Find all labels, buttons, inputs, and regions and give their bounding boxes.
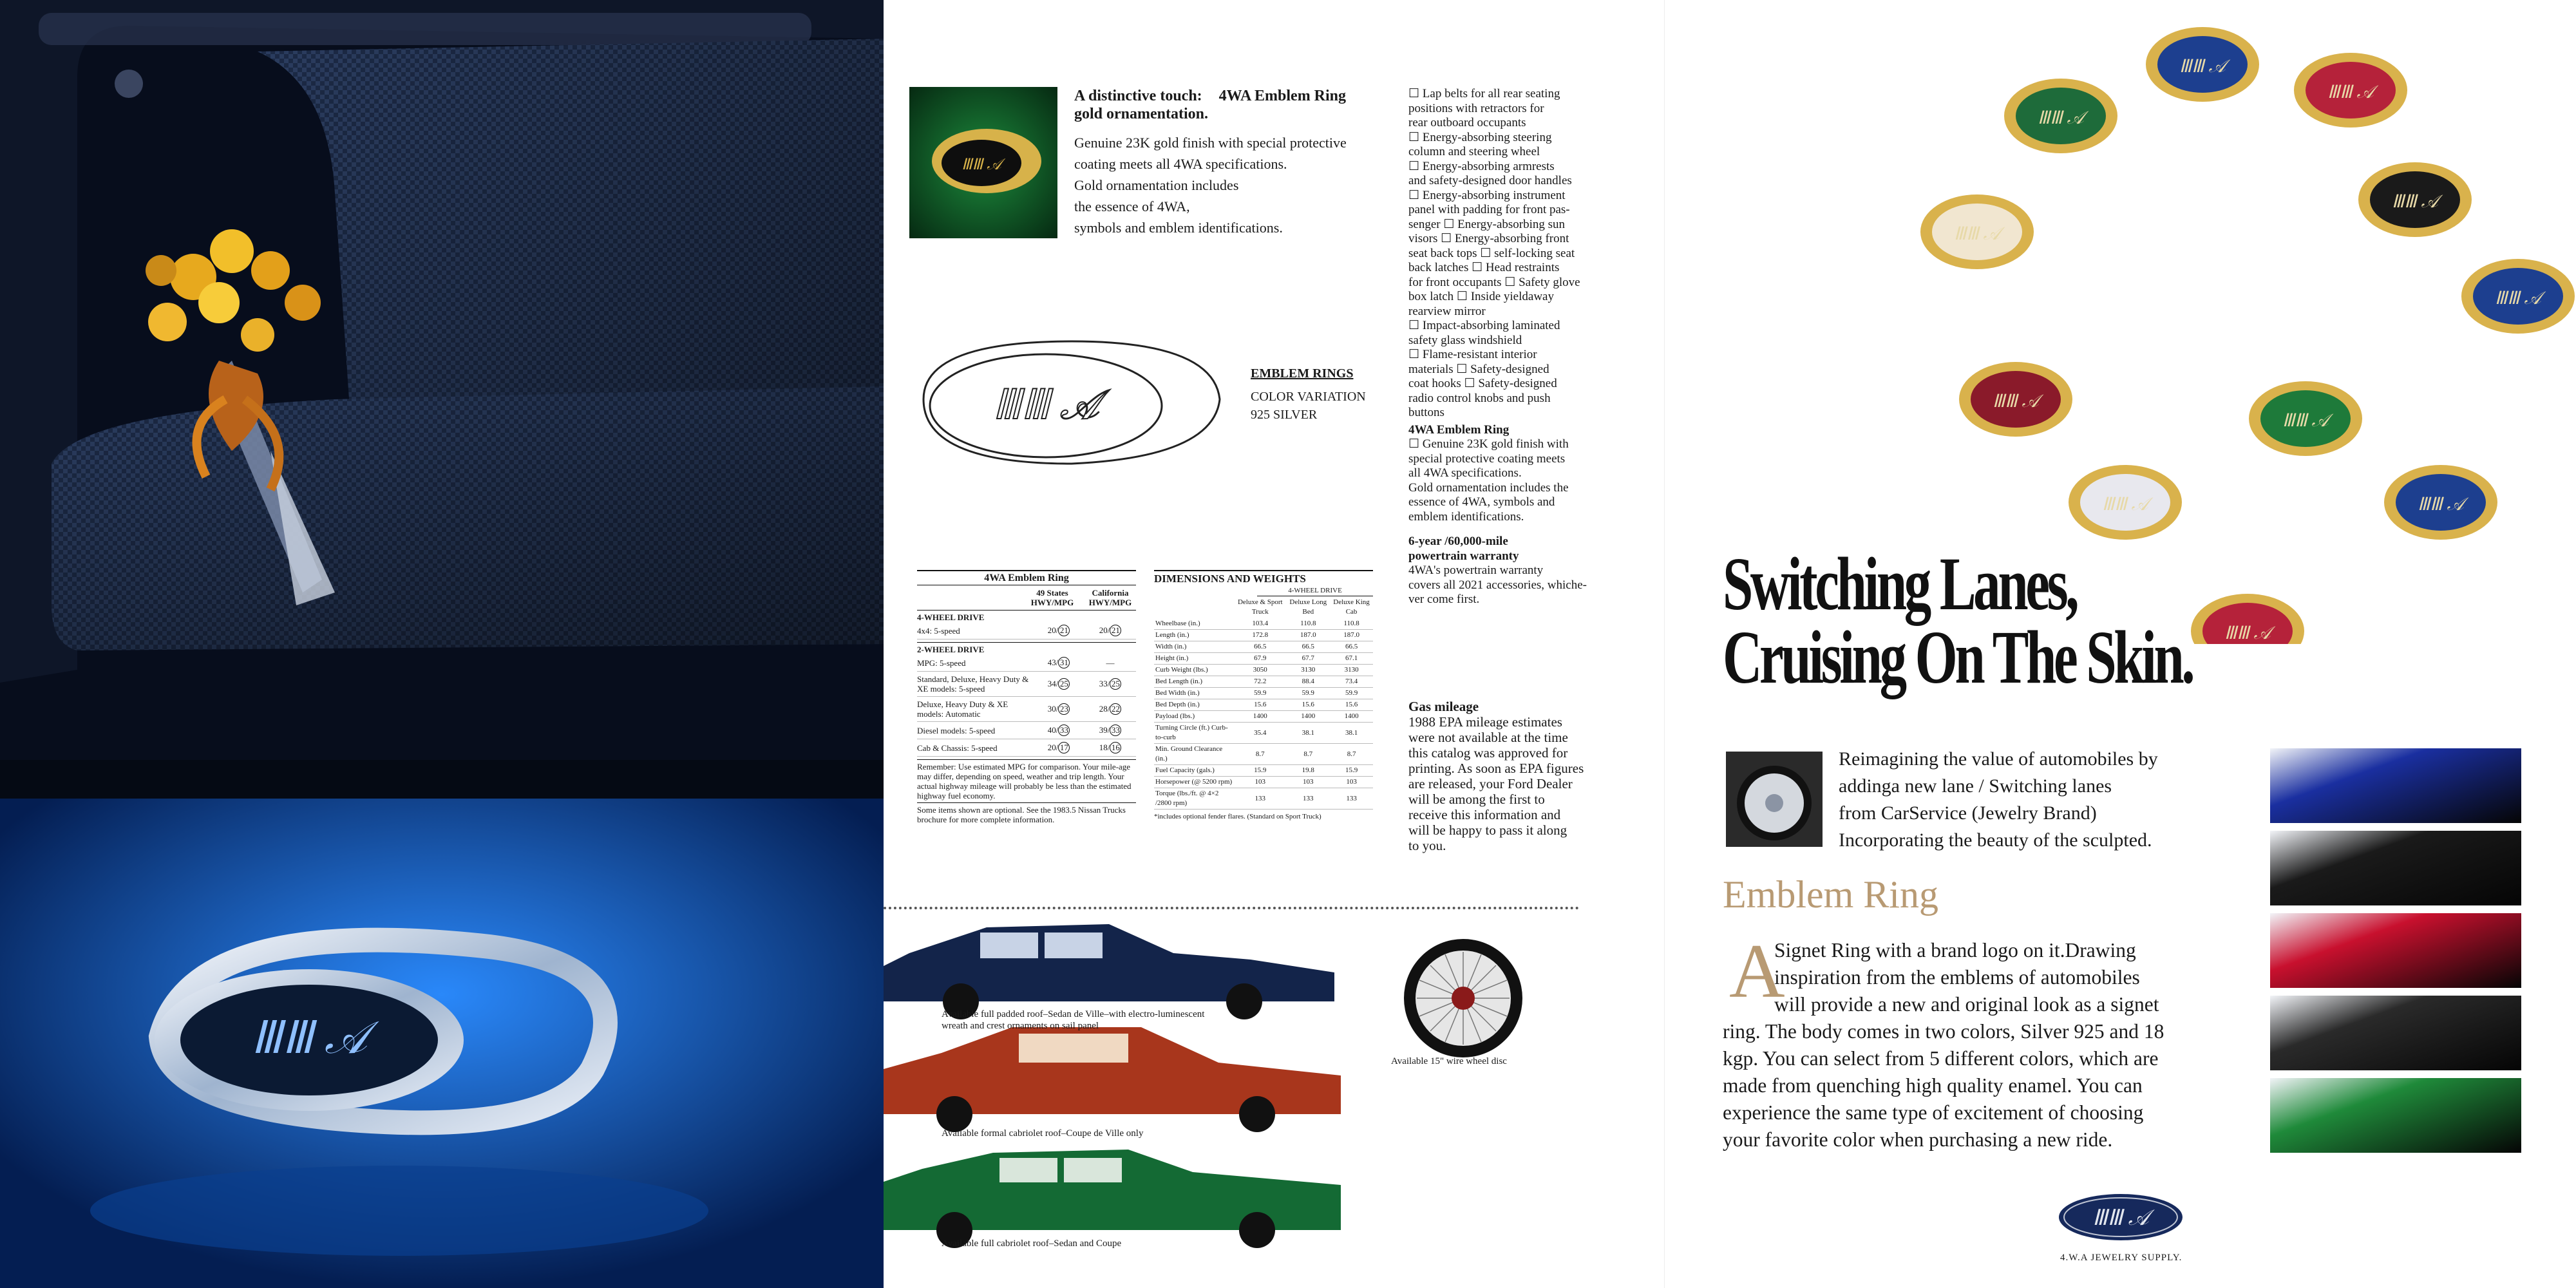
mpg-table: [917, 570, 1136, 824]
dimension-cell: Payload (lbs.): [1155, 712, 1195, 720]
brand-logo: [2056, 1191, 2185, 1243]
text-line: senger ☐ Energy-absorbing sun: [1408, 217, 1566, 231]
text-line: printing. As soon as EPA figures: [1408, 761, 1584, 776]
dimension-cell: Torque (lbs./ft. @ 4×2 /2800 rpm): [1155, 790, 1219, 807]
dimension-cell: 72.2: [1254, 677, 1267, 685]
blue-ring-photo: [0, 799, 884, 1288]
text-line: back latches ☐ Head restraints: [1408, 261, 1560, 274]
dimension-cell: 19.8: [1302, 766, 1314, 774]
svg-text:ⅢⅢ 𝒜: ⅢⅢ 𝒜: [2282, 411, 2329, 431]
emblem-ring: [2461, 259, 2575, 334]
section-title: Emblem Ring: [1723, 873, 1938, 916]
safety-column: [1408, 87, 1615, 607]
mpg-section: 2-WHEEL DRIVE: [917, 642, 1136, 654]
dimensions-title: DIMENSIONS AND WEIGHTS: [1154, 570, 1373, 586]
dimension-cell: Wheelbase (in.): [1155, 620, 1200, 627]
mpg-circled-value: 25: [1110, 678, 1121, 690]
coupe-red: [884, 1027, 1341, 1132]
mpg-circled-value: 22: [1110, 703, 1121, 715]
svg-text:ⅢⅢ 𝒜: ⅢⅢ 𝒜: [2417, 495, 2465, 515]
text-line: safety glass windshield: [1408, 333, 1522, 347]
car-caption-3: Available full cabriolet roof–Sedan and Coupe: [942, 1238, 1122, 1249]
safety-list: [1408, 87, 1615, 421]
emblem-heading-name: 4WA Emblem Ring: [1218, 88, 1347, 104]
text-line: radio control knobs and push: [1408, 391, 1551, 405]
emblem-ring: [2294, 53, 2407, 128]
brand-panel: [1664, 0, 2576, 1288]
emblem-body-line: Gold ornamentation includes: [1074, 177, 1239, 193]
mpg-row: [917, 739, 1136, 757]
dimension-row: [1154, 630, 1373, 641]
mpg-value: 20/: [1047, 625, 1059, 635]
mpg-note: Remember: Use estimated MPG for comparison. Your mile-age may differ, depending on speed, weather and trip length. Your actual highway mileage will probably be less than the estimated highway fuel economy.: [917, 759, 1136, 800]
dimension-cell: 88.4: [1302, 677, 1314, 685]
dimension-cell: 3130: [1301, 666, 1316, 674]
dimension-cell: 59.9: [1254, 689, 1267, 697]
mpg-row-label: Diesel models: 5-speed: [917, 725, 996, 735]
dimensions-footnote: *includes optional fender flares. (Standard on Sport Truck): [1154, 813, 1321, 820]
emblem-ring-list: [1408, 437, 1615, 524]
dimension-row: [1154, 653, 1373, 665]
color-swatch: [2270, 748, 2521, 823]
text-line: materials ☐ Safety-designed: [1408, 362, 1549, 376]
left-photo-panel: [0, 0, 884, 1288]
intro-line: addinga new lane / Switching lanes: [1839, 775, 2112, 797]
mpg-value: 28/: [1099, 704, 1110, 714]
text-line: ver come first.: [1408, 592, 1480, 606]
spec-sheet-panel: [884, 0, 1664, 1288]
svg-text:ⅢⅢ 𝒜: ⅢⅢ 𝒜: [961, 156, 1001, 173]
headline-line-1: Switching Lanes,: [1723, 542, 2077, 626]
text-line: ☐ Flame-resistant interior: [1408, 348, 1537, 361]
emblem-body-line: coating meets all 4WA specifications.: [1074, 156, 1287, 172]
emblem-ring-outline: [911, 328, 1233, 477]
emblem-ring: [2384, 465, 2497, 540]
dimension-cell: 15.6: [1345, 701, 1358, 708]
emblem-ring: [2069, 465, 2182, 540]
dimension-cell: Bed Depth (in.): [1155, 701, 1200, 708]
body-line: inspiration from the emblems of automobiles: [1774, 966, 2140, 989]
dimension-cell: 187.0: [1343, 631, 1359, 639]
text-line: ☐ Genuine 23K gold finish with: [1408, 437, 1569, 451]
wire-wheel-photo: [1399, 934, 1528, 1063]
svg-text:ⅢⅢ 𝒜: ⅢⅢ 𝒜: [2101, 495, 2149, 515]
emblem-body-line: symbols and emblem identifications.: [1074, 220, 1283, 236]
emblem-ring: [1959, 362, 2072, 437]
mpg-circled-value: 31: [1058, 657, 1070, 668]
gold-ring-photo: [909, 87, 1057, 238]
car-caption-1: Available full padded roof–Sedan de Ville–with electro-luminescent wreath and crest ornaments on sail panel: [942, 1009, 1205, 1031]
body-line: made from quenching high quality enamel. You can: [1723, 1074, 2143, 1097]
body-line: ring. The body comes in two colors, Silver 925 and 18: [1723, 1020, 2164, 1043]
intro-line: Reimagining the value of automobiles by: [1839, 748, 2158, 770]
emblem-body-line: Genuine 23K gold finish with special protective: [1074, 135, 1347, 151]
dimension-cell: 133: [1255, 794, 1266, 802]
svg-text:ⅢⅢ 𝒜: ⅢⅢ 𝒜: [2391, 192, 2439, 212]
mpg-row-label: Deluxe, Heavy Duty & XE models: Automatic: [917, 699, 1009, 719]
footer-brand: 4.W.A JEWELRY SUPPLY.: [2060, 1253, 2183, 1263]
text-line: Gold ornamentation includes the: [1408, 480, 1569, 495]
dimension-cell: 15.6: [1302, 701, 1314, 708]
mpg-col-header: 49 States HWY/MPG: [1030, 588, 1074, 607]
drop-cap: A: [1729, 928, 1785, 1014]
rings-label: EMBLEM RINGS: [1251, 366, 1354, 381]
text-line: ☐ Energy-absorbing steering: [1408, 130, 1552, 144]
text-line: rearview mirror: [1408, 304, 1486, 318]
mpg-rows: [917, 622, 1136, 639]
gas-body: [1408, 714, 1627, 853]
dimension-cell: Length (in.): [1155, 631, 1189, 639]
text-line: buttons: [1408, 406, 1444, 419]
svg-text:ⅢⅢ 𝒜: ⅢⅢ 𝒜: [2224, 623, 2271, 643]
text-line: are released, your Ford Dealer: [1408, 776, 1573, 791]
text-line: ☐ Energy-absorbing armrests: [1408, 159, 1555, 173]
mpg-value: 39/: [1099, 725, 1110, 735]
text-line: 1988 EPA mileage estimates: [1408, 714, 1562, 730]
text-line: will be among the first to: [1408, 791, 1545, 807]
text-line: and safety-designed door handles: [1408, 174, 1572, 187]
emblem-ring: [1920, 194, 2034, 269]
dimension-row: [1154, 777, 1373, 788]
text-line: ☐ Impact-absorbing laminated: [1408, 319, 1560, 332]
body-text: [1723, 937, 2302, 1153]
dimension-cell: 66.5: [1254, 643, 1267, 650]
body-line: will provide a new and original look as a signet: [1774, 993, 2159, 1016]
dimension-row: [1154, 788, 1373, 810]
mpg-table-title: 4WA Emblem Ring: [917, 570, 1136, 585]
dimension-cell: 103: [1346, 778, 1357, 786]
dimension-cell: 59.9: [1302, 689, 1314, 697]
dimension-cell: 67.7: [1302, 654, 1314, 662]
dimension-cell: 15.6: [1254, 701, 1267, 708]
dimension-row: [1154, 699, 1373, 711]
mpg-row-label: Cab & Chassis: 5-speed: [917, 743, 998, 753]
dimension-cell: Curb Weight (lbs.): [1155, 666, 1208, 674]
text-line: receive this information and: [1408, 807, 1561, 822]
dimension-row: [1154, 765, 1373, 777]
mpg-value: 43/: [1047, 658, 1059, 667]
mpg-row-label: MPG: 5-speed: [917, 658, 966, 668]
dimension-row: [1154, 744, 1373, 765]
text-line: rear outboard occupants: [1408, 116, 1526, 129]
emblem-ring: [2249, 381, 2362, 456]
mpg-row-label: 4x4: 5-speed: [917, 625, 960, 636]
text-line: 4WA's powertrain warranty: [1408, 564, 1544, 577]
svg-text:ⅢⅢ 𝒜: ⅢⅢ 𝒜: [1953, 224, 2001, 244]
svg-text:ⅢⅢ 𝒜: ⅢⅢ 𝒜: [2092, 1206, 2149, 1230]
car-seat-photo: [0, 0, 884, 805]
dimension-col-header: Deluxe King Cab: [1333, 598, 1370, 616]
rings-sub-silver: 925 SILVER: [1251, 408, 1318, 422]
emblem-body: [1074, 132, 1409, 238]
mpg-value: 20/: [1047, 743, 1059, 752]
text-line: ☐ Lap belts for all rear seating: [1408, 87, 1560, 100]
dimension-row: [1154, 723, 1373, 744]
emblem-body-line: the essence of 4WA,: [1074, 198, 1190, 214]
mpg-value: —: [1106, 658, 1115, 668]
svg-text:ⅢⅢ 𝒜: ⅢⅢ 𝒜: [2179, 57, 2226, 77]
car-photos: [884, 914, 1347, 1282]
dimension-cell: Horsepower (@ 5200 rpm): [1155, 778, 1233, 786]
mpg-rows: [917, 654, 1136, 757]
dimension-cell: Turning Circle (ft.) Curb-to-curb: [1155, 724, 1228, 741]
emblem-ring: [2358, 162, 2472, 237]
dimension-col-header: Deluxe & Sport Truck: [1237, 598, 1283, 616]
svg-text:ⅢⅢ 𝒜: ⅢⅢ 𝒜: [2037, 108, 2085, 128]
text-line: for front occupants ☐ Safety glove: [1408, 275, 1580, 289]
text-line: essence of 4WA, symbols and: [1408, 495, 1555, 509]
text-line: panel with padding for front pas-: [1408, 203, 1570, 216]
mpg-row: [917, 722, 1136, 739]
color-swatch: [2270, 831, 2521, 905]
mpg-circled-value: 21: [1058, 625, 1070, 636]
mpg-note: Some items shown are optional. See the 1983.5 Nissan Trucks brochure for more complete information.: [917, 802, 1136, 824]
dimension-row: [1154, 688, 1373, 699]
dimension-cell: 38.1: [1302, 728, 1314, 737]
mpg-circled-value: 16: [1110, 742, 1121, 753]
dimension-cell: 15.9: [1254, 766, 1267, 774]
dimension-cell: 35.4: [1254, 728, 1267, 737]
svg-text:ⅢⅢ 𝒜: ⅢⅢ 𝒜: [992, 382, 1099, 428]
text-line: column and steering wheel: [1408, 145, 1540, 158]
wheel-thumbnail: [1726, 752, 1823, 847]
text-line: coat hooks ☐ Safety-designed: [1408, 377, 1557, 390]
svg-text:ⅢⅢ 𝒜: ⅢⅢ 𝒜: [251, 1014, 368, 1063]
gas-title: Gas mileage: [1408, 699, 1479, 714]
rings-sub-color: COLOR VARIATION: [1251, 390, 1366, 404]
svg-text:ⅢⅢ 𝒜: ⅢⅢ 𝒜: [2327, 82, 2374, 102]
text-line: emblem identifications.: [1408, 509, 1524, 524]
text-line: all 4WA specifications.: [1408, 466, 1522, 480]
svg-text:ⅢⅢ 𝒜: ⅢⅢ 𝒜: [1992, 392, 2040, 412]
dimensions-table: [1154, 570, 1373, 822]
dimension-row: [1154, 711, 1373, 723]
dimension-row: [1154, 641, 1373, 653]
emblem-heading-tail: gold ornamentation.: [1074, 106, 1209, 122]
dimension-cell: 1400: [1253, 712, 1267, 720]
dimensions-group: 4-WHEEL DRIVE: [1257, 586, 1373, 596]
dimensions-grid: [1154, 596, 1373, 810]
mpg-section: 4-WHEEL DRIVE: [917, 610, 1136, 622]
dimension-cell: 67.9: [1254, 654, 1267, 662]
warranty-title-2: powertrain warranty: [1408, 549, 1519, 563]
car-caption-2: Available formal cabriolet roof–Coupe de Ville only: [942, 1128, 1144, 1139]
body-line: kgp. You can select from 5 different colors, which are: [1723, 1047, 2159, 1070]
dimension-cell: 15.9: [1345, 766, 1358, 774]
headline-line-2: Cruising On The Skin.: [1723, 615, 2193, 699]
dimension-cell: Bed Length (in.): [1155, 677, 1203, 685]
text-line: positions with retractors for: [1408, 101, 1544, 115]
warranty-list: [1408, 564, 1615, 607]
dimension-cell: Width (in.): [1155, 643, 1187, 650]
dimension-cell: 103.4: [1252, 620, 1269, 627]
text-line: visors ☐ Energy-absorbing front: [1408, 232, 1569, 245]
mpg-row: [917, 697, 1136, 722]
text-line: to you.: [1408, 838, 1446, 853]
text-line: seat back tops ☐ self-locking seat: [1408, 246, 1575, 260]
dimension-cell: 172.8: [1252, 631, 1269, 639]
mpg-value: 30/: [1047, 704, 1059, 714]
dimension-cell: 66.5: [1345, 643, 1358, 650]
dimension-cell: Fuel Capacity (gals.): [1155, 766, 1215, 774]
dimension-cell: 8.7: [1255, 750, 1265, 758]
dimension-col-header: Deluxe Long Bed: [1289, 598, 1327, 616]
mpg-row-label: Standard, Deluxe, Heavy Duty & XE models: 5-speed: [917, 674, 1029, 694]
color-swatch: [2270, 996, 2521, 1070]
dimension-cell: 133: [1303, 794, 1314, 802]
emblem-ring: [2004, 79, 2117, 153]
dimension-cell: 110.8: [1343, 620, 1359, 627]
dimension-cell: 187.0: [1300, 631, 1316, 639]
text-line: special protective coating meets: [1408, 451, 1566, 466]
emblem-ring-title: 4WA Emblem Ring: [1408, 422, 1510, 437]
color-swatches: [2270, 748, 2521, 1160]
sedan-navy: [884, 924, 1334, 1019]
dimension-cell: 103: [1255, 778, 1266, 786]
mpg-circled-value: 25: [1058, 678, 1070, 690]
silver-emblem-ring-illustration: [0, 799, 884, 1288]
color-swatch: [2270, 1078, 2521, 1153]
mpg-col-header: California HWY/MPG: [1088, 588, 1132, 607]
text-line: box latch ☐ Inside yieldaway: [1408, 290, 1554, 303]
body-line: experience the same type of excitement of choosing: [1723, 1101, 2144, 1124]
body-line: Signet Ring with a brand logo on it.Drawing: [1774, 939, 2136, 961]
text-line: this catalog was approved for: [1408, 745, 1568, 761]
text-line: were not available at the time: [1408, 730, 1568, 745]
mpg-value: 20/: [1099, 625, 1110, 635]
dimension-cell: Min. Ground Clearance (in.): [1155, 745, 1223, 762]
emblem-ring: [2146, 27, 2259, 102]
dimension-cell: 8.7: [1303, 750, 1313, 758]
text-line: covers all 2021 accessories, whiche-: [1408, 578, 1587, 592]
car-seat-illustration: [0, 0, 884, 805]
mpg-value: 18/: [1099, 743, 1110, 752]
section-divider: [884, 907, 1579, 909]
dimension-cell: 67.1: [1345, 654, 1358, 662]
warranty-title: 6-year /60,000-mile: [1408, 535, 1508, 548]
mpg-circled-value: 33: [1058, 724, 1070, 736]
dimension-row: [1154, 676, 1373, 688]
mpg-row: [917, 672, 1136, 697]
dimension-row: [1154, 665, 1373, 676]
dimension-cell: 66.5: [1302, 643, 1314, 650]
text-line: ☐ Energy-absorbing instrument: [1408, 188, 1566, 202]
dimension-cell: 38.1: [1345, 728, 1358, 737]
dimension-row: [1154, 618, 1373, 630]
dimension-cell: 3050: [1253, 666, 1267, 674]
dimension-cell: 133: [1346, 794, 1357, 802]
mpg-circled-value: 23: [1058, 703, 1070, 715]
dimension-cell: 8.7: [1347, 750, 1356, 758]
dimension-cell: 1400: [1301, 712, 1316, 720]
color-swatch: [2270, 913, 2521, 988]
dimension-cell: Height (in.): [1155, 654, 1189, 662]
emblem-heading-lead: A distinctive touch:: [1074, 88, 1202, 104]
intro-text: [1839, 746, 2158, 854]
mpg-row: [917, 622, 1136, 639]
mpg-circled-value: 17: [1058, 742, 1070, 753]
svg-text:ⅢⅢ 𝒜: ⅢⅢ 𝒜: [2494, 289, 2542, 308]
intro-line: Incorporating the beauty of the sculpted.: [1839, 829, 2152, 851]
dimension-cell: 103: [1303, 778, 1314, 786]
dimension-cell: 3130: [1344, 666, 1359, 674]
text-line: will be happy to pass it along: [1408, 822, 1567, 838]
emblem-ring: [2191, 594, 2304, 644]
mpg-circled-value: 21: [1110, 625, 1121, 636]
dimension-cell: 110.8: [1300, 620, 1316, 627]
dimension-cell: 59.9: [1345, 689, 1358, 697]
dimension-cell: 73.4: [1345, 677, 1358, 685]
dimension-cell: 1400: [1344, 712, 1359, 720]
sedan-green: [884, 1150, 1341, 1248]
mpg-circled-value: 33: [1110, 724, 1121, 736]
mpg-value: 33/: [1099, 679, 1110, 688]
mpg-value: 40/: [1047, 725, 1059, 735]
wheel-caption: Available 15" wire wheel disc: [1391, 1056, 1507, 1066]
intro-line: from CarService (Jewelry Brand): [1839, 802, 2097, 824]
mpg-value: 34/: [1047, 679, 1059, 688]
dimension-cell: Bed Width (in.): [1155, 689, 1200, 697]
mpg-row: [917, 654, 1136, 672]
body-line: your favorite color when purchasing a new ride.: [1723, 1128, 2113, 1151]
